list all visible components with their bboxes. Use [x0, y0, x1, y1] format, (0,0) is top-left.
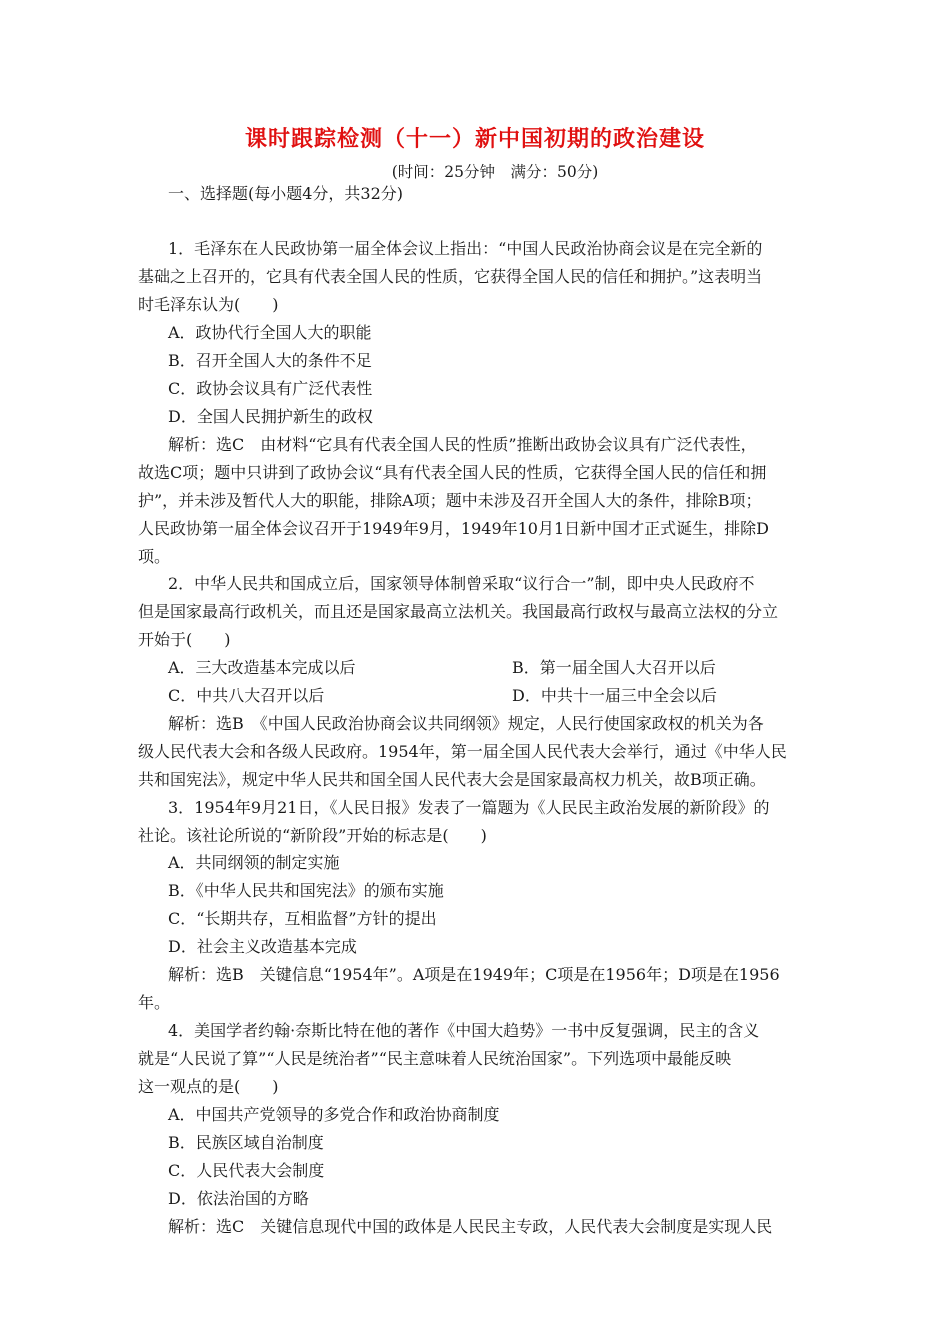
q4-option-d: D．依法治国的方略 — [168, 1189, 309, 1208]
q3-stem-line: 3．1954年9月21日，《人民日报》发表了一篇题为《人民民主政治发展的新阶段》的 — [168, 798, 770, 817]
time-score-note: (时间：25分钟 满分：50分) — [391, 163, 599, 181]
q3-option-b: B．《中华人民共和国宪法》的颁布实施 — [168, 881, 444, 900]
q4-stem-line: 4．美国学者约翰·奈斯比特在他的著作《中国大趋势》一书中反复强调，民主的含义 — [168, 1021, 760, 1040]
q2-stem-line: 2．中华人民共和国成立后，国家领导体制曾采取“议行合一”制，即中央人民政府不 — [168, 574, 755, 593]
q3-option-d: D．社会主义改造基本完成 — [168, 937, 357, 956]
section-heading: 一、选择题(每小题4分，共32分) — [168, 184, 404, 203]
q1-option-d: D．全国人民拥护新生的政权 — [168, 407, 373, 426]
q3-analysis-line: 解析：选B 关键信息“1954年”。A项是在1949年；C项是在1956年；D项是在1956 — [168, 965, 780, 984]
q4-option-b: B．民族区域自治制度 — [168, 1133, 324, 1152]
q1-analysis-line: 项。 — [138, 547, 171, 566]
q2-option-c: C．中共八大召开以后 — [168, 686, 325, 705]
q2-option-d: D．中共十一届三中全会以后 — [512, 686, 717, 705]
q4-analysis-line: 解析：选C 关键信息现代中国的政体是人民民主专政，人民代表大会制度是实现人民 — [168, 1217, 773, 1236]
q1-stem-line: 1．毛泽东在人民政协第一届全体会议上指出：“中国人民政治协商会议是在完全新的 — [168, 239, 763, 258]
q1-analysis-line: 故选C项；题中只讲到了政协会议“具有代表全国人民的性质，它获得全国人民的信任和拥 — [138, 463, 767, 482]
q1-analysis-line: 护”，并未涉及暂代人大的职能，排除A项；题中未涉及召开全国人大的条件，排除B项； — [138, 491, 762, 510]
q1-stem-line: 基础之上召开的，它具有代表全国人民的性质，它获得全国人民的信任和拥护。”这表明当 — [138, 267, 763, 286]
q1-option-c: C．政协会议具有广泛代表性 — [168, 379, 373, 398]
q1-analysis-line: 解析：选C 由材料“它具有代表全国人民的性质”推断出政协会议具有广泛代表性， — [168, 435, 757, 454]
q2-stem-line: 开始于( ) — [138, 630, 231, 649]
q2-analysis-line: 级人民代表大会和各级人民政府。1954年，第一届全国人民代表大会举行，通过《中华人民 — [138, 742, 787, 761]
q2-analysis-line: 解析：选B 《中国人民政治协商会议共同纲领》规定，人民行使国家政权的机关为各 — [168, 714, 764, 733]
q4-stem-line: 就是“人民说了算”“人民是统治者”“民主意味着人民统治国家”。下列选项中最能反映 — [138, 1049, 732, 1068]
q4-option-c: C．人民代表大会制度 — [168, 1161, 325, 1180]
q1-stem-line: 时毛泽东认为( ) — [138, 295, 279, 314]
q1-option-a: A．政协代行全国人大的职能 — [168, 323, 372, 342]
q3-stem-line: 社论。该社论所说的“新阶段”开始的标志是( ) — [138, 826, 487, 845]
q2-stem-line: 但是国家最高行政机关，而且还是国家最高立法机关。我国最高行政权与最高立法权的分立 — [138, 602, 779, 621]
q2-option-a: A．三大改造基本完成以后 — [168, 658, 356, 677]
q3-option-a: A．共同纲领的制定实施 — [168, 853, 340, 872]
q4-option-a: A．中国共产党领导的多党合作和政治协商制度 — [168, 1105, 500, 1124]
q4-stem-line: 这一观点的是( ) — [138, 1077, 279, 1096]
q3-analysis-line: 年。 — [138, 993, 171, 1012]
q1-analysis-line: 人民政协第一届全体会议召开于1949年9月，1949年10月1日新中国才正式诞生，排除D — [138, 519, 769, 538]
q2-option-b: B．第一届全国人大召开以后 — [512, 658, 716, 677]
page-title: 课时跟踪检测（十一）新中国初期的政治建设 — [244, 127, 705, 152]
q3-option-c: C．“长期共存，互相监督”方针的提出 — [168, 909, 437, 928]
q1-option-b: B．召开全国人大的条件不足 — [168, 351, 372, 370]
q2-analysis-line: 共和国宪法》，规定中华人民共和国全国人民代表大会是国家最高权力机关，故B项正确。 — [138, 770, 766, 789]
